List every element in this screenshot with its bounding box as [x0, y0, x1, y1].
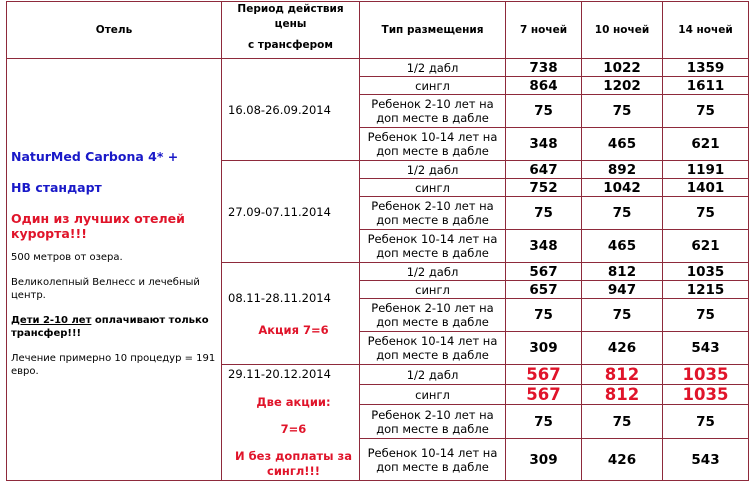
hotel-wellness: Великолепный Велнесс и лечебный центр. — [11, 277, 200, 301]
price-7: 309 — [506, 332, 582, 365]
price-7: 75 — [506, 299, 582, 332]
price-7: 348 — [506, 128, 582, 161]
price-14: 621 — [663, 128, 749, 161]
header-14-nights: 14 ночей — [663, 2, 749, 59]
price-10: 75 — [582, 95, 663, 128]
price-10: 1042 — [582, 179, 663, 197]
period-cell: 16.08-26.09.2014 — [222, 59, 360, 161]
price-7: 567 — [506, 365, 582, 385]
hotel-promo: Один из лучших отелей курорта!!! — [11, 211, 185, 241]
period-cell: 27.09-07.11.2014 — [222, 161, 360, 263]
price-7: 657 — [506, 281, 582, 299]
price-10: 426 — [582, 439, 663, 481]
room-type: Ребенок 2-10 лет на доп месте в дабле — [360, 197, 506, 230]
room-type: 1/2 дабл — [360, 59, 506, 77]
room-type: Ребенок 10-14 лет на доп месте в дабле — [360, 439, 506, 481]
room-type: 1/2 дабл — [360, 263, 506, 281]
header-10-nights: 10 ночей — [582, 2, 663, 59]
price-7: 647 — [506, 161, 582, 179]
period-promo-title: Две акции: — [256, 395, 331, 409]
hotel-lake: 500 метров от озера. — [11, 252, 123, 263]
room-type: Ребенок 10-14 лет на доп месте в дабле — [360, 230, 506, 263]
price-14: 1191 — [663, 161, 749, 179]
price-7: 75 — [506, 405, 582, 439]
price-14: 1611 — [663, 77, 749, 95]
hotel-board: НВ стандарт — [11, 180, 102, 195]
price-14: 75 — [663, 95, 749, 128]
table-row — [7, 59, 749, 77]
room-type: Ребенок 10-14 лет на доп месте в дабле — [360, 332, 506, 365]
price-10: 75 — [582, 299, 663, 332]
price-7: 567 — [506, 385, 582, 405]
price-14: 75 — [663, 197, 749, 230]
price-14: 1035 — [663, 365, 749, 385]
period-promo-single: И без доплаты за сингл!!! — [235, 449, 352, 478]
price-7: 309 — [506, 439, 582, 481]
price-10: 812 — [582, 263, 663, 281]
price-7: 752 — [506, 179, 582, 197]
price-table — [6, 1, 749, 481]
header-period: Период действия цены с трансфером — [222, 2, 360, 59]
room-type: Ребенок 2-10 лет на доп месте в дабле — [360, 299, 506, 332]
room-type: Ребенок 2-10 лет на доп месте в дабле — [360, 95, 506, 128]
price-14: 1401 — [663, 179, 749, 197]
price-7: 864 — [506, 77, 582, 95]
period-promo-deal: 7=6 — [280, 422, 307, 436]
header-row — [7, 2, 749, 59]
price-10: 465 — [582, 230, 663, 263]
room-type: Ребенок 2-10 лет на доп месте в дабле — [360, 405, 506, 439]
room-type: сингл — [360, 281, 506, 299]
price-10: 465 — [582, 128, 663, 161]
room-type: 1/2 дабл — [360, 365, 506, 385]
price-14: 1035 — [663, 263, 749, 281]
price-10: 947 — [582, 281, 663, 299]
price-7: 738 — [506, 59, 582, 77]
hotel-kids: Дети 2-10 лет оплачивают только трансфер!!! — [11, 315, 209, 339]
header-type: Тип размещения — [360, 2, 506, 59]
price-7: 567 — [506, 263, 582, 281]
price-14: 75 — [663, 299, 749, 332]
price-10: 75 — [582, 197, 663, 230]
price-14: 1215 — [663, 281, 749, 299]
price-14: 1035 — [663, 385, 749, 405]
price-10: 1022 — [582, 59, 663, 77]
hotel-info-cell — [7, 59, 222, 481]
price-7: 75 — [506, 95, 582, 128]
header-hotel: Отель — [7, 2, 222, 59]
period-cell: 08.11-28.11.2014 Акция 7=6 — [222, 263, 360, 365]
room-type: сингл — [360, 77, 506, 95]
room-type: сингл — [360, 385, 506, 405]
hotel-treatment: Лечение примерно 10 процедур = 191 евро. — [11, 353, 216, 377]
header-7-nights: 7 ночей — [506, 2, 582, 59]
price-7: 348 — [506, 230, 582, 263]
price-14: 75 — [663, 405, 749, 439]
price-14: 543 — [663, 439, 749, 481]
period-promo: Акция 7=6 — [258, 322, 329, 337]
price-7: 75 — [506, 197, 582, 230]
room-type: 1/2 дабл — [360, 161, 506, 179]
price-10: 75 — [582, 405, 663, 439]
price-10: 812 — [582, 365, 663, 385]
price-14: 621 — [663, 230, 749, 263]
hotel-name: NaturMed Carbona 4* + — [11, 149, 179, 164]
price-10: 1202 — [582, 77, 663, 95]
price-10: 812 — [582, 385, 663, 405]
price-10: 892 — [582, 161, 663, 179]
price-10: 426 — [582, 332, 663, 365]
room-type: Ребенок 10-14 лет на доп месте в дабле — [360, 128, 506, 161]
price-14: 1359 — [663, 59, 749, 77]
room-type: сингл — [360, 179, 506, 197]
price-14: 543 — [663, 332, 749, 365]
period-cell: 29.11-20.12.2014 Две акции: 7=6 И без доплаты за сингл!!! — [222, 365, 360, 481]
